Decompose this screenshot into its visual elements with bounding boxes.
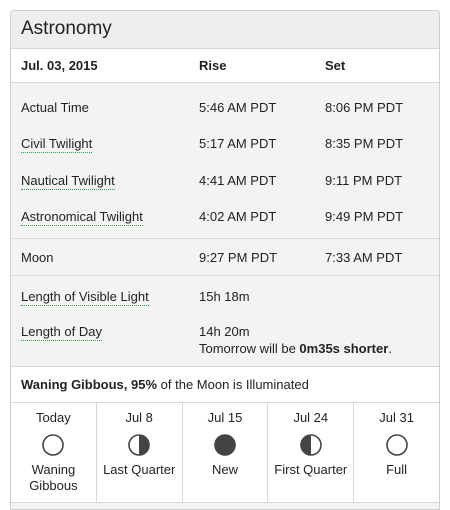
moon-new-icon	[213, 433, 237, 457]
nautical-twilight-rise: 4:41 AM PDT	[199, 172, 277, 188]
moon-set: 7:33 AM PDT	[325, 249, 403, 265]
day-length-block	[199, 324, 392, 356]
moon-first-quarter-icon	[299, 433, 323, 457]
illumination-percent: 95%	[131, 377, 158, 392]
table-row	[11, 239, 439, 275]
panel-title: Astronomy	[11, 11, 439, 49]
astronomy-panel	[10, 10, 440, 510]
moon-rise: 9:27 PM PDT	[199, 249, 278, 265]
nautical-twilight-label[interactable]: Nautical Twilight	[21, 172, 115, 188]
table-row	[11, 162, 439, 199]
actual-time-label: Actual Time	[21, 99, 89, 115]
daylight-section	[11, 276, 439, 367]
actual-time-set: 8:06 PM PDT	[325, 99, 404, 115]
illumination-suffix: of the Moon is Illuminated	[157, 377, 309, 392]
list-item	[354, 403, 439, 502]
phase-date: Today	[36, 410, 71, 425]
table-row	[11, 316, 439, 362]
header-rise: Rise	[199, 58, 227, 73]
table-row	[11, 89, 439, 126]
table-row	[11, 199, 439, 236]
phase-name: Waning Gibbous	[29, 462, 78, 493]
phase-name: Last Quarter	[103, 462, 176, 477]
phase-name: First Quarter	[274, 462, 348, 477]
visible-light-label[interactable]: Length of Visible Light	[21, 289, 149, 304]
header-date: Jul. 03, 2015	[21, 58, 98, 73]
actual-time-rise: 5:46 AM PDT	[199, 99, 277, 115]
header-set: Set	[325, 58, 346, 73]
moon-phase-forecast	[11, 403, 439, 503]
moon-times-section	[11, 239, 439, 276]
phase-date: Jul 31	[379, 410, 414, 425]
tomorrow-note	[199, 341, 392, 356]
phase-date: Jul 24	[293, 410, 329, 425]
list-item	[268, 403, 354, 502]
civil-twilight-set: 8:35 PM PDT	[325, 136, 404, 152]
phase-date: Jul 8	[125, 410, 153, 425]
day-length-value: 14h 20m	[199, 324, 250, 339]
phase-date: Jul 15	[207, 410, 243, 425]
list-item	[97, 403, 183, 502]
moon-waning-gibbous-icon	[41, 433, 65, 457]
astronomical-twilight-label[interactable]: Astronomical Twilight	[21, 209, 143, 225]
list-item	[11, 403, 97, 502]
sun-times-section	[11, 83, 439, 239]
table-header	[11, 49, 439, 83]
moon-last-quarter-icon	[127, 433, 151, 457]
phase-name: Full	[386, 462, 408, 477]
illumination-separator: ,	[123, 377, 132, 392]
table-row	[11, 126, 439, 163]
moon-illumination	[11, 367, 439, 403]
tomorrow-prefix: Tomorrow will be	[199, 341, 300, 356]
day-length-label[interactable]: Length of Day	[21, 324, 102, 339]
list-item	[183, 403, 269, 502]
civil-twilight-label[interactable]: Civil Twilight	[21, 136, 93, 152]
astronomical-twilight-set: 9:49 PM PDT	[325, 209, 404, 225]
table-row	[11, 280, 439, 316]
illumination-phase: Waning Gibbous	[21, 377, 124, 392]
moon-label: Moon	[21, 249, 54, 265]
tomorrow-amount: 0m35s shorter	[299, 341, 389, 356]
astronomical-twilight-rise: 4:02 AM PDT	[199, 209, 277, 225]
phase-name: New	[211, 462, 238, 477]
nautical-twilight-set: 9:11 PM PDT	[325, 172, 403, 188]
civil-twilight-rise: 5:17 AM PDT	[199, 136, 277, 152]
moon-full-icon	[385, 433, 409, 457]
tomorrow-suffix: .	[388, 341, 392, 356]
visible-light-value: 15h 18m	[199, 289, 250, 304]
